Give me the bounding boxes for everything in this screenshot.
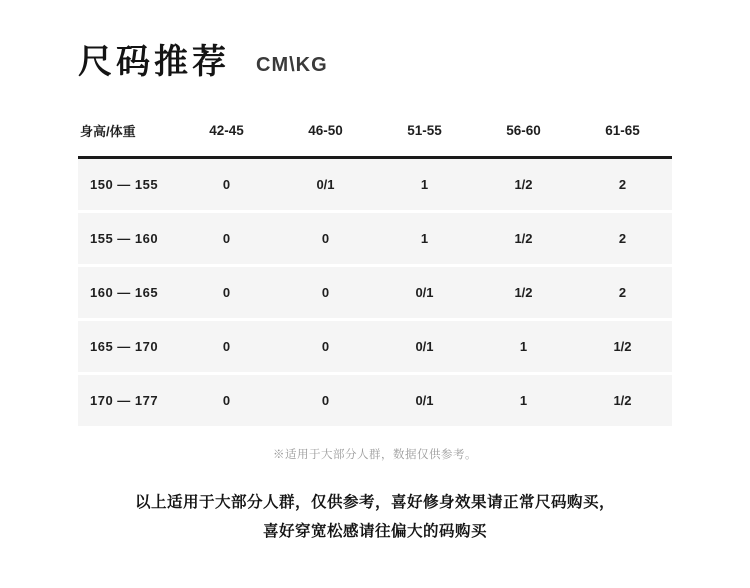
footer-text	[78, 488, 672, 547]
page-title: 尺码推荐	[78, 43, 230, 81]
table-body	[78, 157, 672, 426]
table-cell: 0	[321, 392, 330, 408]
table-cell: 0/1	[415, 338, 434, 354]
table-cell: 1	[420, 176, 429, 192]
table-cell: 1/2	[514, 230, 533, 246]
column-header-61-65: 61-65	[605, 122, 640, 138]
table-row	[78, 211, 672, 265]
table-cell: 0	[222, 176, 231, 192]
table-cell: 0	[222, 284, 231, 300]
column-header-42-45: 42-45	[209, 122, 244, 138]
column-header-height-weight: 身高/体重	[80, 123, 136, 139]
column-header-46-50: 46-50	[308, 122, 343, 138]
table-cell: 0/1	[415, 392, 434, 408]
table-note: ※适用于大部分人群，数据仅供参考。	[273, 448, 477, 461]
table-cell: 1	[420, 230, 429, 246]
size-recommendation-table	[78, 113, 672, 426]
column-header-56-60: 56-60	[506, 122, 541, 138]
table-cell: 1/2	[613, 338, 632, 354]
column-header-51-55: 51-55	[407, 122, 442, 138]
table-cell: 0	[222, 338, 231, 354]
row-label: 160 — 165	[90, 284, 159, 300]
table-cell: 0/1	[415, 284, 434, 300]
table-cell: 1	[519, 338, 528, 354]
table-cell: 0	[321, 230, 330, 246]
row-label: 165 — 170	[90, 338, 159, 354]
table-cell: 0	[321, 338, 330, 354]
table-cell: 0	[222, 230, 231, 246]
table-cell: 1/2	[613, 392, 632, 408]
table-header	[78, 113, 672, 158]
table-row	[78, 157, 672, 211]
row-label: 170 — 177	[90, 392, 159, 408]
unit-label: CM\KG	[256, 54, 328, 76]
table-cell: 0	[321, 284, 330, 300]
table-cell: 2	[618, 284, 627, 300]
page-header	[78, 30, 672, 83]
table-cell: 2	[618, 176, 627, 192]
table-cell: 2	[618, 230, 627, 246]
table-header-row	[78, 113, 672, 158]
table-cell: 0/1	[316, 176, 335, 192]
table-cell: 1/2	[514, 176, 533, 192]
table-row	[78, 319, 672, 373]
table-row	[78, 265, 672, 319]
row-label: 155 — 160	[90, 230, 159, 246]
row-label: 150 — 155	[90, 176, 159, 192]
table-cell: 1	[519, 392, 528, 408]
footer-line-2: 喜好穿宽松感请往偏大的码购买	[262, 523, 487, 541]
table-cell: 1/2	[514, 284, 533, 300]
footer-line-1: 以上适用于大部分人群，仅供参考，喜好修身效果请正常尺码购买，	[134, 493, 615, 511]
table-row	[78, 373, 672, 426]
table-cell: 0	[222, 392, 231, 408]
